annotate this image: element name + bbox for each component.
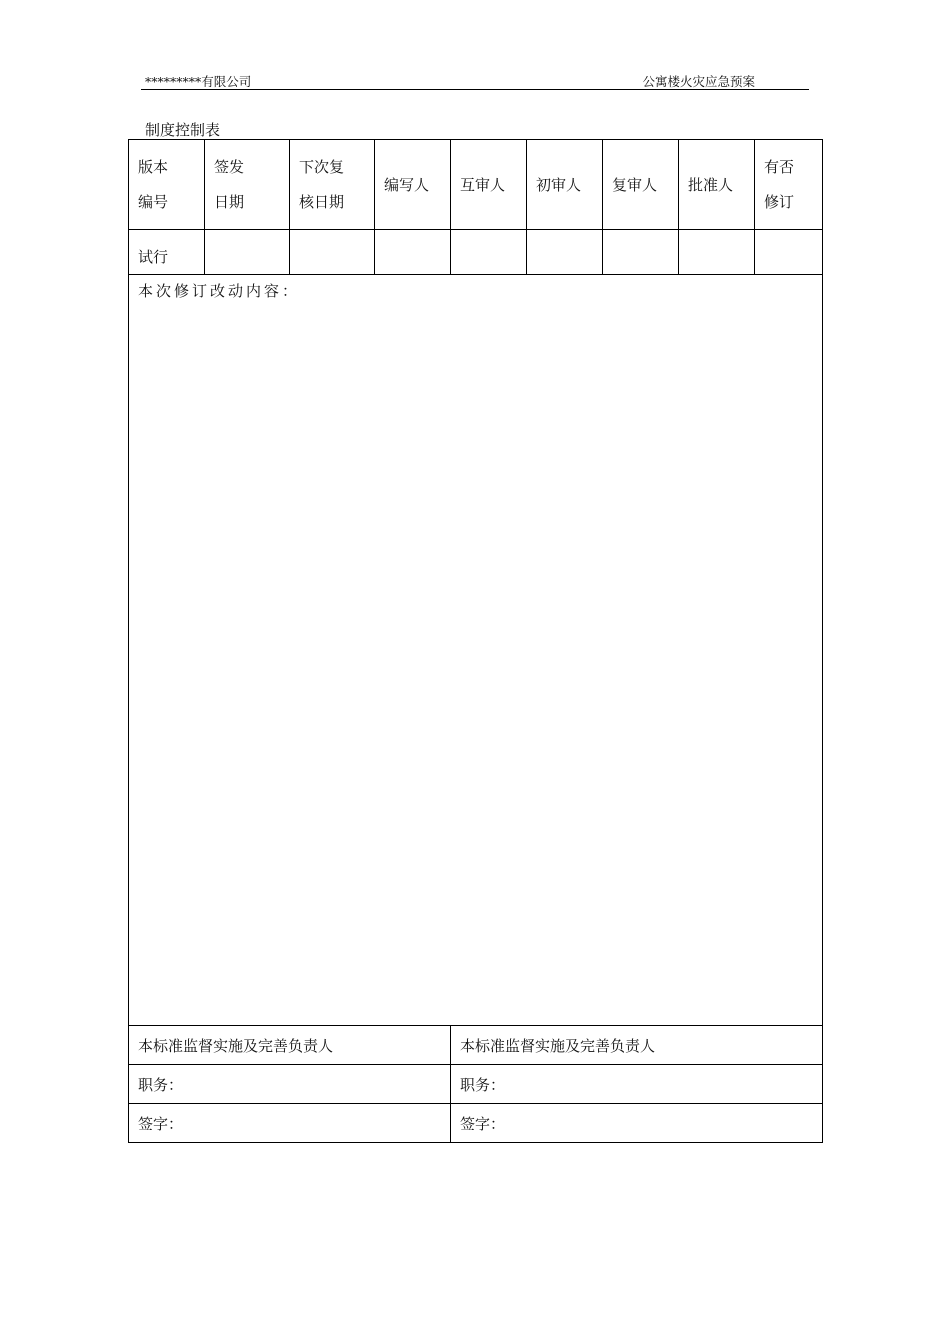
first-reviewer-cell[interactable]: [527, 230, 603, 275]
responsible-title: 本标准监督实施及完善负责人: [460, 1036, 656, 1055]
changes-label: 本次修订改动内容：: [138, 282, 301, 300]
changes-row: [129, 275, 823, 1026]
signature-right-field[interactable]: [451, 1104, 823, 1143]
position-left-field[interactable]: [129, 1065, 451, 1104]
col-revised: [755, 140, 823, 230]
author-cell[interactable]: [375, 230, 451, 275]
position-label: 职务：: [138, 1075, 184, 1094]
version-cell[interactable]: [129, 230, 205, 275]
col-label: 日期: [214, 192, 245, 211]
responsible-title: 本标准监督实施及完善负责人: [138, 1036, 334, 1055]
company-name: *********有限公司: [145, 74, 252, 89]
col-issue-date: [205, 140, 290, 230]
section-title: 制度控制表: [145, 121, 221, 139]
col-next-review-date: [290, 140, 375, 230]
control-table: [128, 139, 823, 1143]
version-row: [129, 230, 823, 275]
responsible-right: [451, 1026, 823, 1065]
col-first-reviewer: [527, 140, 603, 230]
col-label: 批准人: [688, 176, 734, 194]
revised-cell[interactable]: [755, 230, 823, 275]
col-label: 互审人: [460, 176, 506, 194]
signature-left-field[interactable]: [129, 1104, 451, 1143]
signature-label: 签字：: [138, 1114, 184, 1133]
position-right-field[interactable]: [451, 1065, 823, 1104]
page-header: [141, 70, 809, 90]
col-peer-reviewer: [451, 140, 527, 230]
position-label: 职务：: [460, 1075, 506, 1094]
position-row: [129, 1065, 823, 1104]
col-label: 下次复: [299, 157, 345, 176]
col-label: 编号: [138, 192, 169, 211]
document-title: 公寓楼火灾应急预案: [642, 74, 755, 89]
col-label: 有否: [764, 157, 795, 176]
responsible-left: [129, 1026, 451, 1065]
header-row: [129, 140, 823, 230]
issue-date-cell[interactable]: [205, 230, 290, 275]
peer-reviewer-cell[interactable]: [451, 230, 527, 275]
col-label: 复审人: [612, 176, 658, 194]
second-reviewer-cell[interactable]: [603, 230, 679, 275]
signature-row: [129, 1104, 823, 1143]
col-label: 修订: [764, 192, 795, 211]
col-label: 核日期: [299, 192, 345, 211]
responsible-row: [129, 1026, 823, 1065]
next-review-date-cell[interactable]: [290, 230, 375, 275]
changes-area[interactable]: [129, 275, 823, 1026]
version-value: 试行: [138, 247, 169, 266]
col-second-reviewer: [603, 140, 679, 230]
col-version-number: [129, 140, 205, 230]
approver-cell[interactable]: [679, 230, 755, 275]
col-label: 初审人: [536, 176, 582, 194]
col-label: 签发: [214, 157, 245, 176]
col-label: 编写人: [384, 176, 430, 194]
col-author: [375, 140, 451, 230]
signature-label: 签字：: [460, 1114, 506, 1133]
col-label: 版本: [138, 157, 169, 176]
col-approver: [679, 140, 755, 230]
